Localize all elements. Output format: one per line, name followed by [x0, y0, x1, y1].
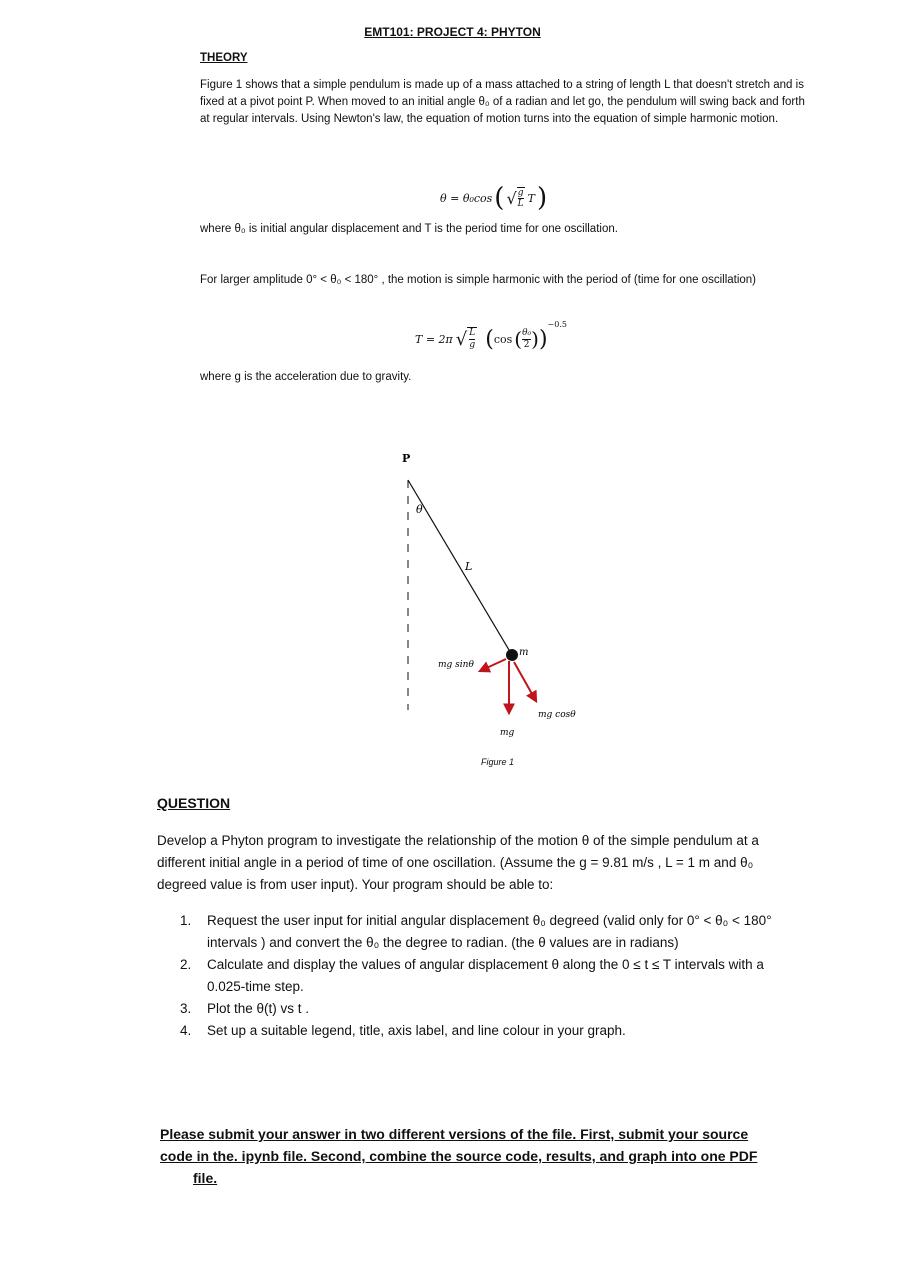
equation-2-exponent: −0.5: [547, 320, 567, 329]
angle-label: θ: [416, 503, 423, 516]
weight-label: mg: [500, 728, 515, 738]
tangential-force-label: mg sinθ: [438, 660, 474, 670]
theory-intro: Figure 1 shows that a simple pendulum is made up of a mass attached to a string of length L that doesn't stretch and is fixed at a pivot point P. When moved to an initial angle θ₀ of a radian and let go, the pendulum will swing back and forth at regular intervals. Using Newton's law, the equation of motion turns into the equation of simple harmonic motion.: [200, 79, 805, 125]
equation-2-frac-num: L: [469, 328, 476, 338]
list-item-text: Set up a suitable legend, title, axis label, and line colour in your graph.: [207, 1023, 626, 1038]
pivot-label: P: [402, 452, 411, 465]
larger-amplitude-text: For larger amplitude 0° < θ₀ < 180° , the motion is simple harmonic with the period of (time for one oscillation): [200, 274, 757, 286]
question-text: Develop a Phyton program to investigate the relationship of the motion θ of the simple pendulum at a different initial angle in a period of time of one oscillation. (Assume the g = 9.81 m/s , L = 1 m and θ₀ degreed value is from user input). Your program should be able to:: [157, 833, 759, 892]
submission-instructions: [160, 1123, 780, 1189]
list-item: [180, 910, 790, 954]
list-item-text: Request the user input for initial angular displacement θ₀ degreed (valid only for 0° < θ₀ < 180° intervals ) and convert the θ₀ the degree to radian. (the θ values are in radians): [207, 913, 772, 950]
list-item-text: Plot the θ(t) vs t .: [207, 1001, 310, 1016]
equation-2-frac-den: g: [469, 340, 476, 350]
equation-2-inner-den: 2: [523, 339, 530, 350]
task-list: [180, 910, 790, 1042]
equation-1-sqrt-den: L: [517, 199, 524, 209]
equation-2-inner-num: θ₀: [522, 327, 532, 338]
equation-2: T = 2π √ $\frac{L}{g}$ ( cos ( $\frac{\text{θ₀}}{2}$ ) ) −0.5: [415, 320, 567, 352]
radial-force-arrow: [514, 662, 536, 701]
list-item: [180, 954, 790, 998]
radial-force-label: mg cosθ: [538, 710, 576, 720]
tangential-force-arrow: [480, 659, 506, 671]
document-title: EMT101: PROJECT 4: PHYTON: [364, 25, 541, 39]
list-item: [180, 998, 790, 1020]
submission-end: file.: [193, 1170, 218, 1186]
equation-2-lhs: T = 2π: [415, 332, 453, 346]
equation-1-sqrt-num: g: [517, 188, 524, 198]
list-item-number: 1.: [180, 913, 192, 928]
list-item-number: 4.: [180, 1023, 192, 1038]
where-g: where g is the acceleration due to gravity.: [200, 371, 412, 383]
mass-label: m: [519, 647, 529, 658]
equation-1: θ = θ₀cos ( √ $\frac{g}{L}$ T ): [440, 183, 548, 213]
submission-text: Please submit your answer in two different versions of the file. First, submit your source code in the. ipynb file. Second, combine the source code, results, and graph into one PDF: [160, 1126, 758, 1164]
equation-2-cos: cos: [493, 332, 513, 346]
figure-caption: Figure 1: [481, 757, 515, 767]
pendulum-mass: [506, 649, 518, 661]
list-item: [180, 1020, 790, 1042]
where-theta0: where θ₀ is initial angular displacement and T is the period time for one oscillation.: [200, 223, 618, 235]
list-item-number: 3.: [180, 1001, 192, 1016]
theory-heading: THEORY: [200, 52, 248, 64]
length-label: L: [465, 560, 473, 573]
question-heading: QUESTION: [157, 795, 231, 811]
list-item-text: Calculate and display the values of angular displacement θ along the 0 ≤ t ≤ T intervals with a 0.025-time step.: [207, 957, 764, 994]
pendulum-figure: [380, 445, 620, 755]
pendulum-string: [408, 480, 512, 655]
equation-1-lhs: θ = θ₀cos: [440, 191, 493, 205]
list-item-number: 2.: [180, 957, 192, 972]
equation-1-arg: T: [527, 191, 535, 205]
